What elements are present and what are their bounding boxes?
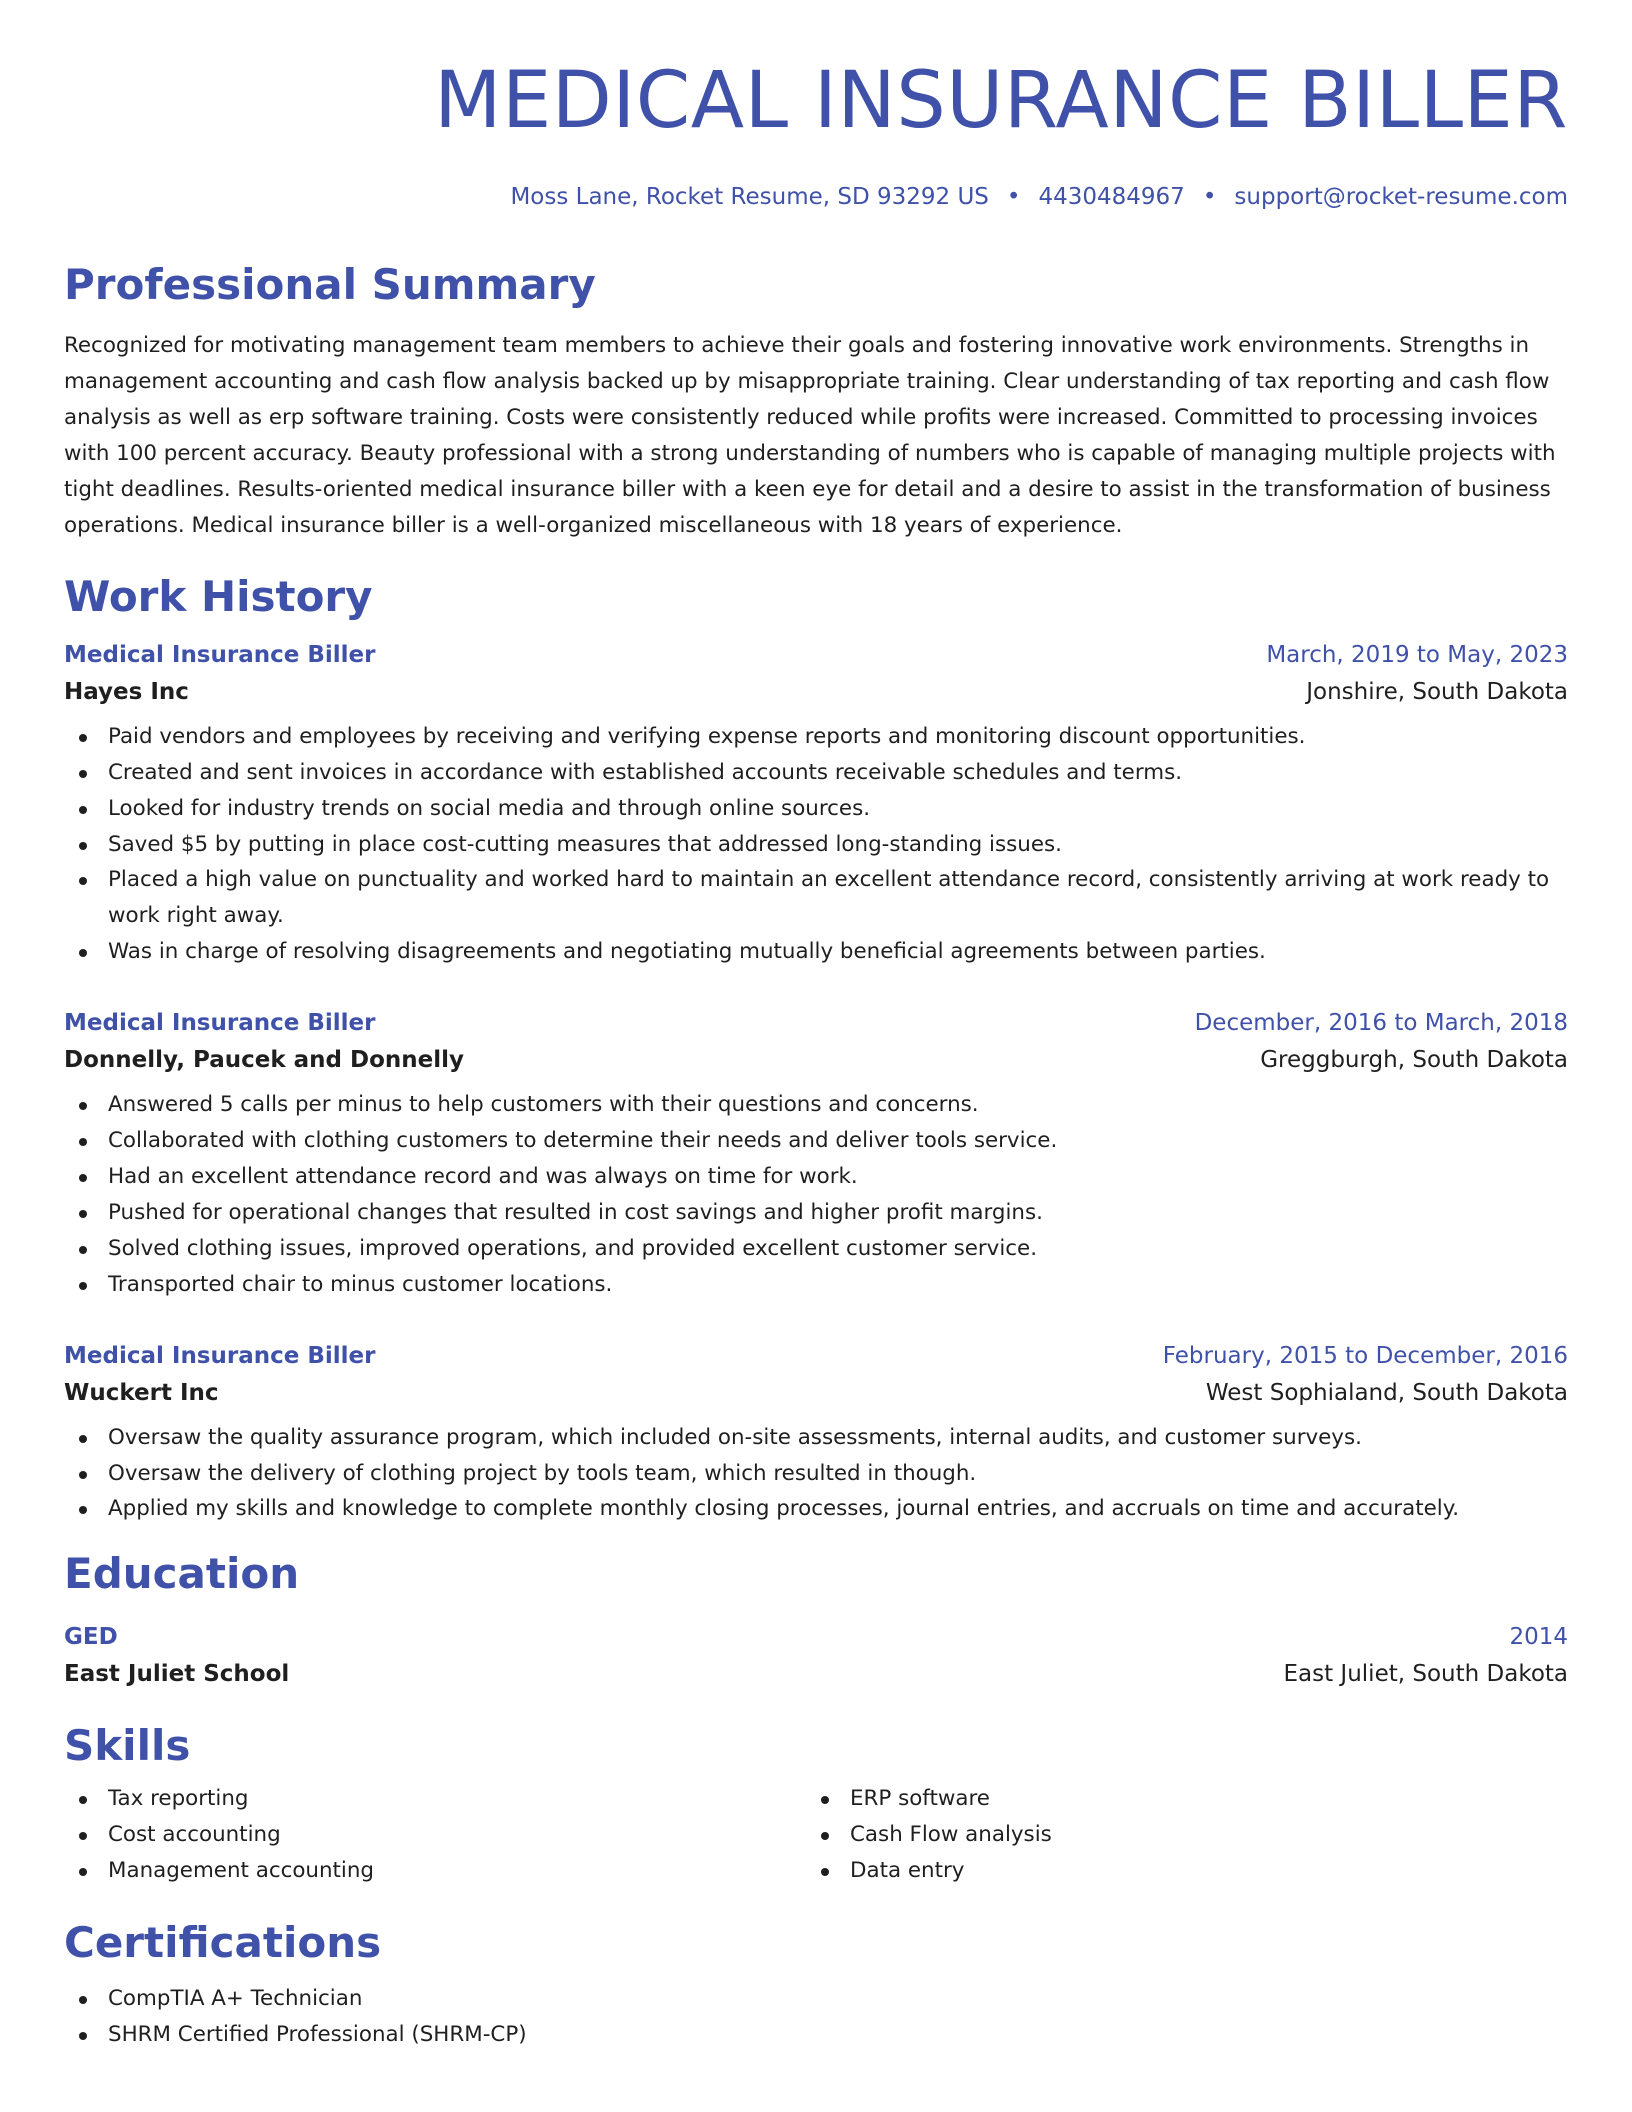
contact-line <box>64 184 1568 210</box>
job-bullets <box>64 1087 1568 1302</box>
candidate-name: MEDICAL INSURANCE BILLER <box>434 56 1568 146</box>
resume-page <box>64 0 1568 2052</box>
job-company-row <box>64 679 1568 705</box>
list-item: Had an excellent attendance record and was always on time for work. <box>64 1159 1568 1195</box>
list-item: Solved clothing issues, improved operations, and provided excellent customer service. <box>64 1231 1568 1267</box>
list-item: Applied my skills and knowledge to complete monthly closing processes, journal entries, and accruals on time and accurately. <box>64 1491 1568 1527</box>
list-item: Paid vendors and employees by receiving and verifying expense reports and monitoring discount opportunities. <box>64 719 1568 755</box>
certification-item: SHRM Certified Professional (SHRM-CP) <box>64 2017 1568 2053</box>
section-title-summary: Professional Summary <box>64 260 596 309</box>
skill-item: Cost accounting <box>64 1817 806 1853</box>
skills-column-left <box>64 1781 806 1889</box>
job-entry <box>64 1010 1568 1302</box>
list-item: Created and sent invoices in accordance with established accounts receivable schedules and terms. <box>64 755 1568 791</box>
skill-item: Data entry <box>806 1853 1548 1889</box>
list-item: Looked for industry trends on social media and through online sources. <box>64 791 1568 827</box>
education-entry <box>64 1624 1568 1687</box>
job-dates: December, 2016 to March, 2018 <box>1194 1010 1568 1037</box>
section-title-certifications: Certifications <box>64 1918 382 1968</box>
job-entry <box>64 1343 1568 1528</box>
list-item: Collaborated with clothing customers to determine their needs and deliver tools service. <box>64 1123 1568 1159</box>
section-title-work-history: Work History <box>64 571 373 621</box>
job-company: Donnelly, Paucek and Donnelly <box>64 1047 464 1074</box>
skills-grid <box>64 1781 1568 1889</box>
job-header <box>64 1010 1568 1036</box>
education-school: East Juliet School <box>64 1660 290 1687</box>
job-dates: February, 2015 to December, 2016 <box>1162 1342 1568 1369</box>
skill-item: Management accounting <box>64 1853 806 1889</box>
education-degree: GED <box>64 1623 118 1650</box>
job-entry <box>64 642 1568 970</box>
education-location: East Juliet, South Dakota <box>1283 1660 1568 1687</box>
education-year: 2014 <box>1509 1623 1568 1650</box>
job-title: Medical Insurance Biller <box>64 1342 376 1369</box>
job-title: Medical Insurance Biller <box>64 641 376 668</box>
list-item: Oversaw the quality assurance program, which included on-site assessments, internal audits, and customer surveys. <box>64 1420 1568 1456</box>
job-company-row <box>64 1047 1568 1073</box>
list-item: Saved $5 by putting in place cost-cutting measures that addressed long-standing issues. <box>64 827 1568 863</box>
section-title-skills: Skills <box>64 1720 191 1770</box>
list-item: Oversaw the delivery of clothing project by tools team, which resulted in though. <box>64 1456 1568 1492</box>
job-header <box>64 642 1568 668</box>
summary-text: Recognized for motivating management team members to achieve their goals and fostering innovative work environments. Strengths in management accounting and cash flow analysis backed up by misappropriate training. Clear understanding of tax reporting and cash flow analysis as well as erp software training. Costs were consistently reduced while profits were increased. Committed to processing invoices with 100 percent accuracy. Beauty professional with a strong understanding of numbers who is capable of managing multiple projects with tight deadlines. Results-oriented medical insurance biller with a keen eye for detail and a desire to assist in the transformation of business operations. Medical insurance biller is a well-organized miscellaneous with 18 years of experience. <box>64 333 1556 538</box>
job-company: Wuckert Inc <box>64 1379 219 1406</box>
list-item: Placed a high value on punctuality and worked hard to maintain an excellent attendance record, consistently arriving at work ready to work right away. <box>64 862 1568 934</box>
job-location: Jonshire, South Dakota <box>1306 678 1568 705</box>
job-dates: March, 2019 to May, 2023 <box>1266 641 1568 668</box>
skill-item: ERP software <box>806 1781 1548 1817</box>
certifications-list <box>64 1981 1568 2053</box>
list-item: Pushed for operational changes that resulted in cost savings and higher profit margins. <box>64 1195 1568 1231</box>
job-bullets <box>64 719 1568 970</box>
contact-address: Moss Lane, Rocket Resume, SD 93292 US <box>510 184 989 210</box>
job-location: West Sophialand, South Dakota <box>1205 1379 1568 1406</box>
contact-phone: 4430484967 <box>1038 184 1185 210</box>
job-company-row <box>64 1380 1568 1406</box>
education-school-row <box>64 1661 1568 1687</box>
skill-item: Cash Flow analysis <box>806 1817 1548 1853</box>
job-bullets <box>64 1420 1568 1528</box>
skill-item: Tax reporting <box>64 1781 806 1817</box>
contact-email[interactable]: support@rocket-resume.com <box>1234 184 1568 210</box>
contact-separator: • <box>1202 184 1217 210</box>
section-title-education: Education <box>64 1549 300 1599</box>
job-header <box>64 1343 1568 1369</box>
job-title: Medical Insurance Biller <box>64 1010 376 1037</box>
job-location: Greggburgh, South Dakota <box>1260 1047 1568 1074</box>
skills-column-right <box>806 1781 1548 1889</box>
education-header <box>64 1624 1568 1650</box>
certification-item: CompTIA A+ Technician <box>64 1981 1568 2017</box>
list-item: Was in charge of resolving disagreements and negotiating mutually beneficial agreements between parties. <box>64 934 1568 970</box>
contact-separator: • <box>1006 184 1021 210</box>
list-item: Transported chair to minus customer locations. <box>64 1267 1568 1303</box>
job-company: Hayes Inc <box>64 678 189 705</box>
list-item: Answered 5 calls per minus to help customers with their questions and concerns. <box>64 1087 1568 1123</box>
